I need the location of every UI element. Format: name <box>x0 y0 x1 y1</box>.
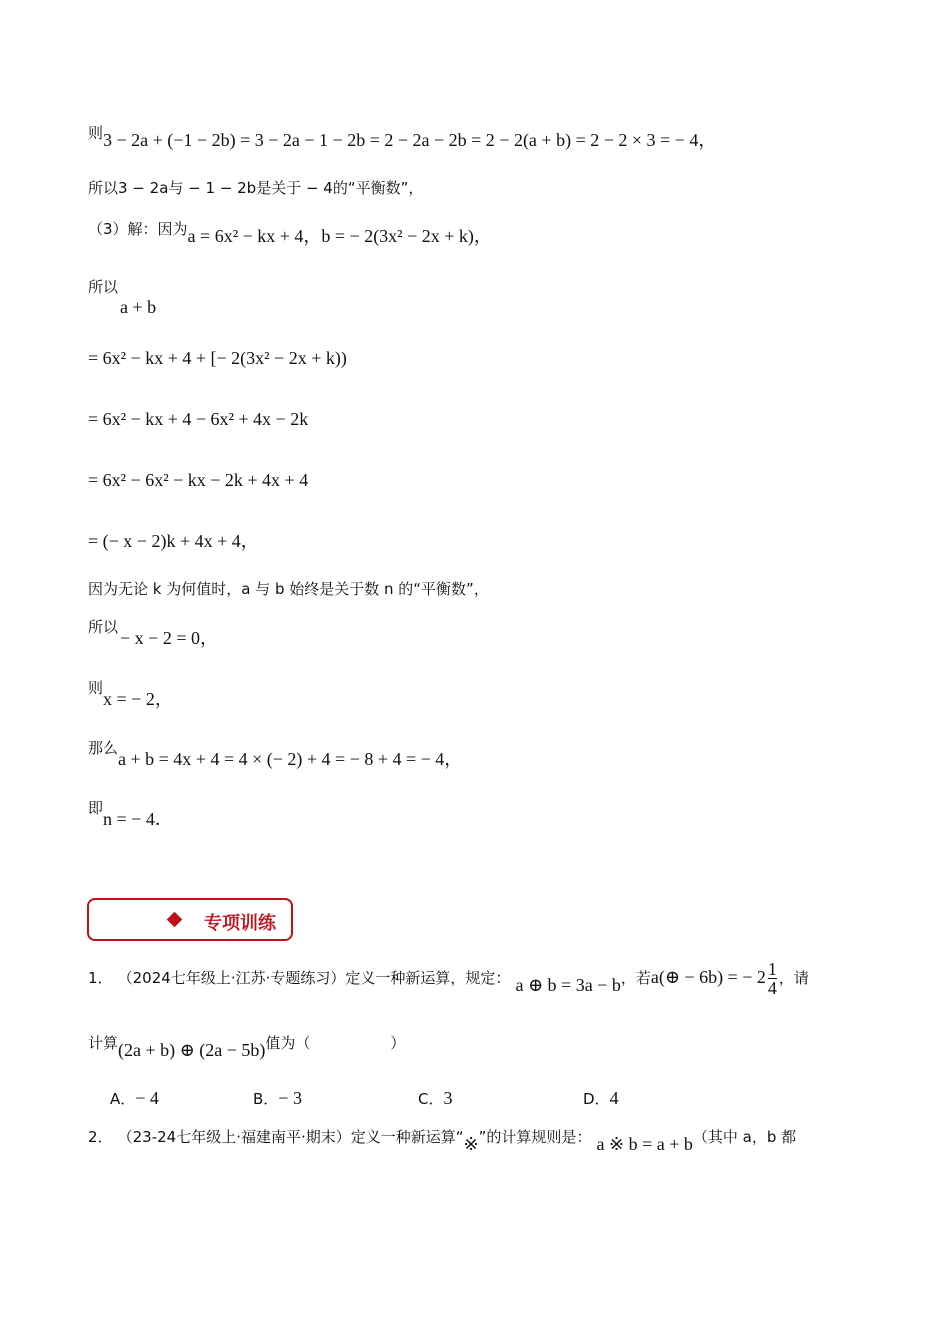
question-number: 1． <box>88 969 113 987</box>
question-1-line-2: 计算(2a + b) ⊕ (2a − 5b)值为（ ） <box>88 1034 406 1060</box>
solution-step-1: = 6x² − kx + 4 + [− 2(3x² − 2x + k)) <box>88 348 347 368</box>
solution-so-eq: 所以− x − 2 = 0， <box>88 618 218 648</box>
solution-step-2: = 6x² − kx + 4 − 6x² + 4x − 2k <box>88 409 309 429</box>
choice-b: B．− 3 <box>253 1088 302 1108</box>
solution-part3-header: （3）解：因为a = 6x² − kx + 4，b = − 2(3x² − 2x + k)， <box>88 220 492 246</box>
choice-d: D．4 <box>583 1088 619 1108</box>
section-header-special-training <box>87 898 293 941</box>
solution-reason: 因为无论 k 为何值时，a 与 b 始终是关于数 n 的“平衡数”， <box>88 580 489 598</box>
diamond-icon <box>167 912 183 928</box>
solution-final: 即n = − 4． <box>88 799 173 829</box>
question-2: 2． （23-24七年级上·福建南平·期末）定义一种新运算“※”的计算规则是： a ※ b = a + b（其中 a，b 都 <box>88 1128 797 1154</box>
solution-so-sum: 所以 a + b <box>88 278 157 317</box>
fraction: $\frac{1}{4}$ <box>767 959 777 998</box>
solution-step-4: = (− x − 2)k + 4x + 4， <box>88 531 259 551</box>
solution-line-2: 所以3 − 2a与 − 1 − 2b是关于 − 4的“平衡数”， <box>88 179 424 197</box>
section-title: 专项训练 <box>204 913 276 934</box>
choice-a: A．− 4 <box>110 1088 159 1108</box>
solution-then: 则x = − 2， <box>88 679 173 709</box>
solution-step-3: = 6x² − 6x² − kx − 2k + 4x + 4 <box>88 470 309 490</box>
solution-thus: 那么a + b = 4x + 4 = 4 × (− 2) + 4 = − 8 + 4 = − 4， <box>88 739 463 769</box>
question-source: （23-24七年级上·福建南平·期末） <box>117 1128 351 1146</box>
solution-line-1: 则3 − 2a + (−1 − 2b) = 3 − 2a − 1 − 2b = 2 − 2a − 2b = 2 − 2(a + b) = 2 − 2 × 3 = − 4， <box>88 124 717 150</box>
question-number: 2． <box>88 1128 113 1146</box>
choice-c: C．3 <box>418 1088 453 1108</box>
question-1: 1． （2024七年级上·江苏·专题练习）定义一种新运算，规定： a ⊕ b = 3a − b，若a(⊕ − 6b) = − 2 $\frac{1}{4}$ ，请 <box>88 959 809 998</box>
question-source: （2024七年级上·江苏·专题练习） <box>117 969 346 987</box>
